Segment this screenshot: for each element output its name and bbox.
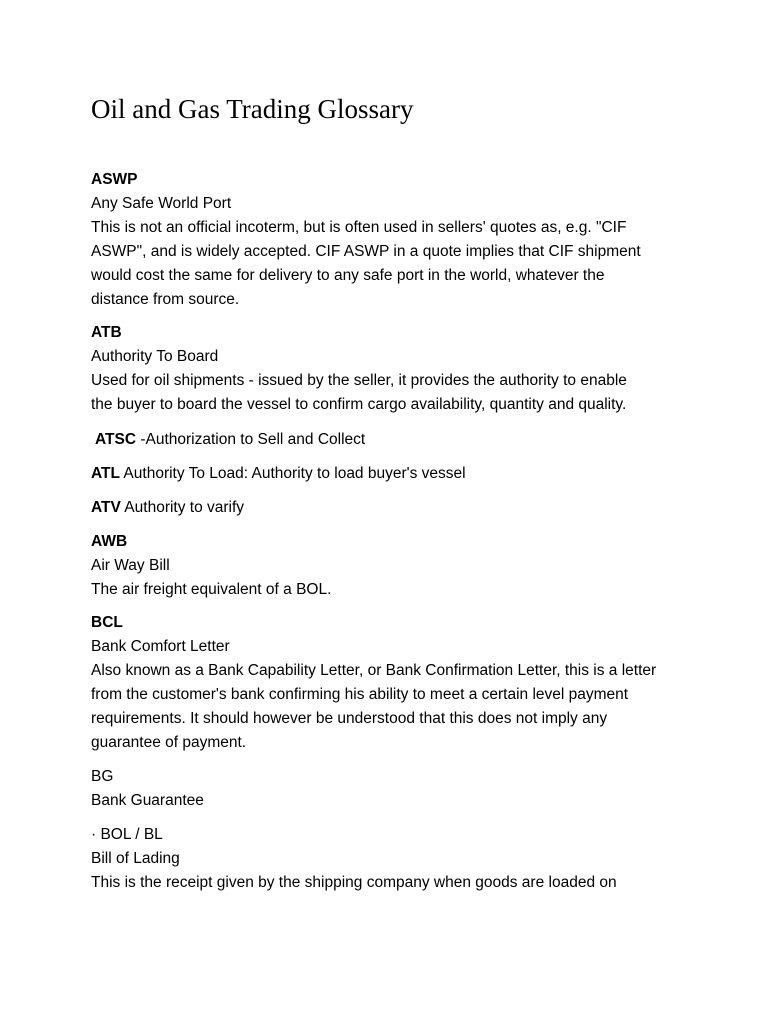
entry-term: ATL <box>91 465 120 482</box>
glossary-entry-aswp <box>91 168 711 312</box>
entry-inline-text: Authority to varify <box>120 499 245 516</box>
glossary-entry-atv <box>91 496 711 520</box>
entry-term: ATB <box>91 324 122 341</box>
entry-term: ASWP <box>91 171 138 188</box>
entry-description-line: This is the receipt given by the shipping company when goods are loaded on <box>91 874 617 891</box>
entry-term: AWB <box>91 533 128 550</box>
entry-expansion: Any Safe World Port <box>91 195 232 212</box>
entry-term: BCL <box>91 614 123 631</box>
entry-description-line: Also known as a Bank Capability Letter, or Bank Confirmation Letter, this is a letter <box>91 662 657 679</box>
entry-inline-text: -Authorization to Sell and Collect <box>136 431 366 448</box>
glossary-entry-bg <box>91 765 711 813</box>
entry-description-line: from the customer's bank confirming his ability to meet a certain level payment <box>91 686 629 703</box>
glossary-entry-awb <box>91 530 711 602</box>
entry-description-line: guarantee of payment. <box>91 734 247 751</box>
entry-term: ATSC <box>95 431 137 448</box>
entry-term: ATV <box>91 499 121 516</box>
entry-description-line: ASWP", and is widely accepted. CIF ASWP in a quote implies that CIF shipment <box>91 243 641 260</box>
entry-description-line: distance from source. <box>91 291 240 308</box>
entry-inline-text: Authority To Load: Authority to load buyer's vessel <box>119 465 466 482</box>
entry-expansion: Authority To Board <box>91 348 219 365</box>
entry-description-line: This is not an official incoterm, but is often used in sellers' quotes as, e.g. "CIF <box>91 219 627 236</box>
entry-term: · BOL / BL <box>91 826 163 843</box>
entry-description-line: requirements. It should however be understood that this does not imply any <box>91 710 608 727</box>
entry-expansion: Bank Comfort Letter <box>91 638 230 655</box>
glossary-entry-atb <box>91 321 711 417</box>
entry-expansion: Bill of Lading <box>91 850 180 867</box>
document-title: Oil and Gas Trading Glossary <box>91 94 414 124</box>
entry-description-line: Used for oil shipments - issued by the seller, it provides the authority to enable <box>91 372 627 389</box>
glossary-entry-bol <box>91 823 711 895</box>
glossary-entry-atl <box>91 462 711 486</box>
entry-term: BG <box>91 768 114 785</box>
entry-description-line: would cost the same for delivery to any safe port in the world, whatever the <box>91 267 605 284</box>
entry-expansion: Bank Guarantee <box>91 792 204 809</box>
glossary-entry-bcl <box>91 611 711 755</box>
entry-description-line: the buyer to board the vessel to confirm cargo availability, quantity and quality. <box>91 396 627 413</box>
entry-description-line: The air freight equivalent of a BOL. <box>91 581 332 598</box>
glossary-entry-atsc <box>91 428 711 452</box>
entry-expansion: Air Way Bill <box>91 557 170 574</box>
